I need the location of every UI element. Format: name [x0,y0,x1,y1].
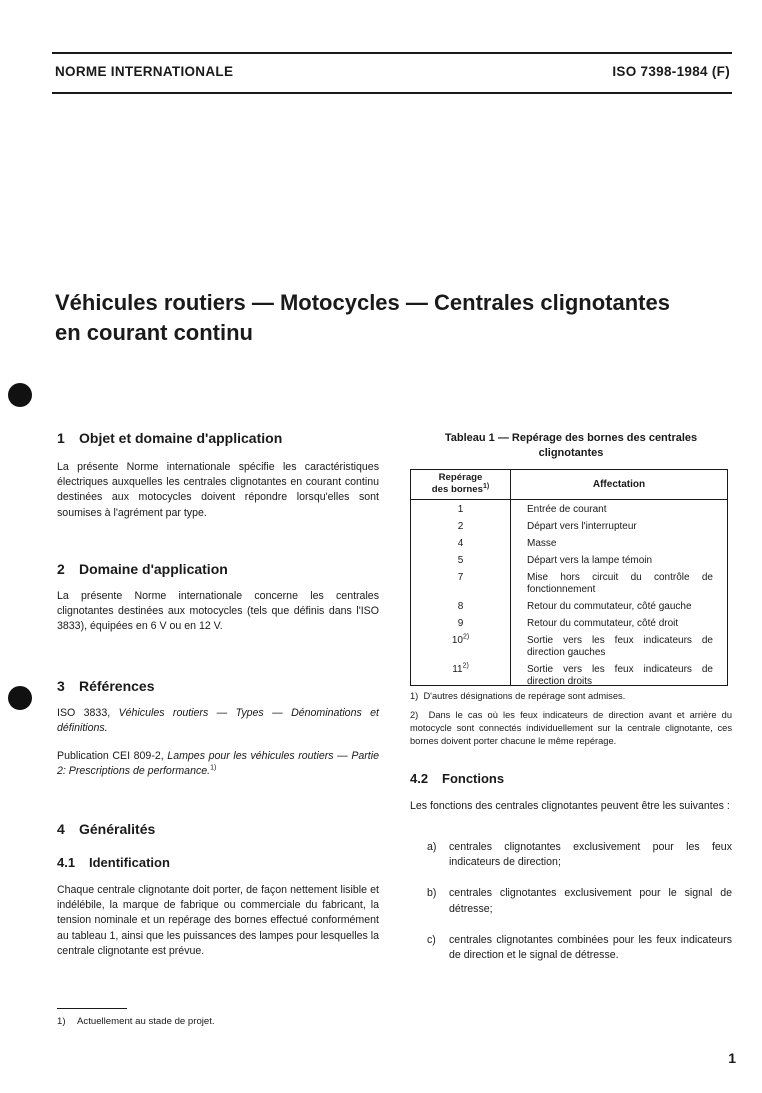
terminal-function: Retour du commutateur, côté droit [527,618,679,629]
list-item: b) centrales clignotantes exclusivement pour le signal de détresse; [427,887,732,915]
terminal-function: Départ vers la lampe témoin [527,555,653,566]
terminal-function: Masse [527,538,557,549]
terminal-id: 10$^{2)}$ [451,633,470,646]
footnote-ref: 1) [210,764,217,772]
terminal-function: Retour du commutateur, côté gauche [527,601,692,612]
section-4-2-intro: Les fonctions des centrales clignotantes peuvent être les suivantes : [410,800,730,812]
terminal-id: 11$^{2)}$ [452,662,469,675]
header-left: NORME INTERNATIONALE [55,64,234,79]
terminal-id: 1 [457,504,464,515]
table-row [411,503,727,520]
table-header-divider [411,499,727,500]
terminal-id: 2 [457,521,464,532]
title-line-1: Véhicules routiers — Motocycles — Centrales clignotantes [55,290,670,315]
table-row [411,634,727,663]
section-4-1-heading: 4.1 Identification [57,855,170,870]
section-2-text: La présente Norme internationale concerne les centrales clignotantes destinées aux motocycles (tels que définis dans l'ISO 3833), équipées en 6 V ou en 12 V. [57,590,379,633]
document-title [55,288,745,348]
top-rule [52,52,732,54]
terminal-table [410,469,728,686]
terminal-id: 7 [457,572,464,583]
table-row [411,663,727,692]
terminal-function: Départ vers l'interrupteur [527,521,637,532]
punch-hole-mark [8,383,32,407]
table-row [411,537,727,554]
list-item: a) centrales clignotantes exclusivement pour les feux indicateurs de direction; [427,841,732,869]
terminal-id: 4 [457,538,464,549]
section-1-text: La présente Norme internationale spécifie les caractéristiques électriques auxquelles les centrales clignotantes en courant continu destinées aux motocycles doivent répondre lorsqu'elles sont soumises à l'agrément par type. [57,461,379,519]
section-4-2-heading: 4.2 Fonctions [410,771,505,786]
terminal-function: Entrée de courant [527,504,607,515]
table-caption: Tableau 1 — Repérage des bornes des centrales clignotantes [444,432,698,459]
section-4-heading: 4 Généralités [57,821,156,837]
footnote: 1) Actuellement au stade de projet. [57,1016,215,1027]
list-item: c) centrales clignotantes combinées pour les feux indicateurs de direction et le signal de détresse. [427,933,732,962]
table-header-col1: Repérage des bornes$^{1)}$ [431,472,490,495]
table-row [411,600,727,617]
title-line-2: en courant continu [55,320,253,345]
terminal-id: 5 [457,555,464,566]
reference-1: ISO 3833, Véhicules routiers — Types — Dénominations et définitions. [57,707,379,735]
section-3-heading: 3 Références [57,678,155,694]
terminal-function: Sortie vers les feux indicateurs de direction gauches [527,635,713,658]
section-1-heading: 1 Objet et domaine d'application [57,430,283,446]
punch-hole-mark [8,686,32,710]
table-row [411,571,727,600]
header-rule [52,92,732,94]
table-body [411,503,727,692]
footnote-rule [57,1008,127,1009]
functions-list [427,840,732,963]
terminal-function: Sortie vers les feux indicateurs de direction droits [527,664,713,687]
table-header-col2: Affectation [592,479,646,490]
table-row [411,554,727,571]
section-2-heading: 2 Domaine d'application [57,561,228,577]
terminal-id: 9 [457,618,464,629]
reference-2: Publication CEI 809-2, Lampes pour les véhicules routiers — Partie 2: Prescriptions de performance.$^{1)}$ [57,750,379,778]
section-4-1-text: Chaque centrale clignotante doit porter, de façon nettement lisible et indélébile, la marque de fabrique ou commerciale du fabricant, la tension nominale et un repérage des bornes effectué conformément au tableau 1, ainsi que les puissances des lampes pour lesquelles la centrale clignotante est prévue. [57,884,379,957]
terminal-id: 8 [457,601,464,612]
header-right: ISO 7398-1984 (F) [612,64,730,79]
page-number: 1 [728,1050,736,1066]
table-row [411,617,727,634]
table-row [411,520,727,537]
terminal-function: Mise hors circuit du contrôle de fonctionnement [527,572,713,595]
table-notes: 1) D'autres désignations de repérage sont admises. 2) Dans le cas où les feux indicateurs de direction avant et arrière du motocycle sont connectés individuellement sur la centrale clignotante, ces bornes doivent porter chacune le même repérage. [410,691,732,746]
